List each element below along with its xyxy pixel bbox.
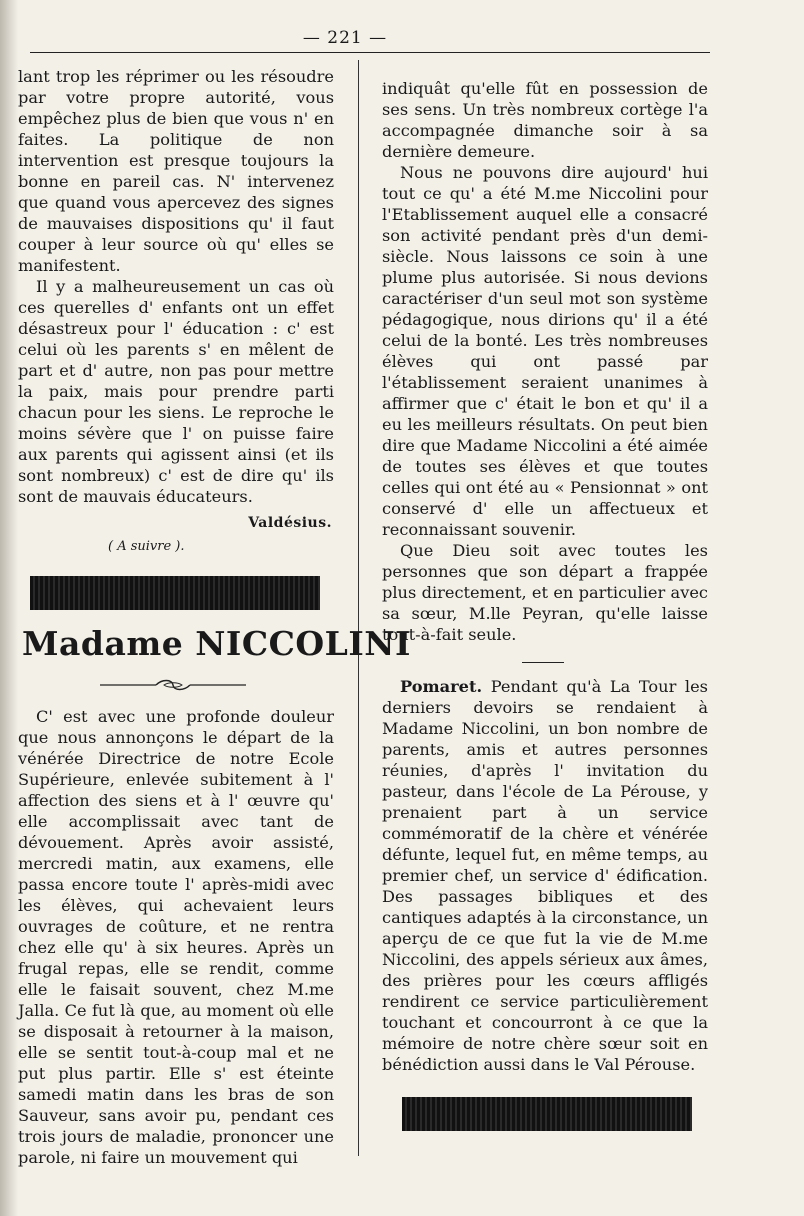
paragraph: Nous ne pouvons dire aujourd' hui tout ce qu' a été M.me Niccolini pour l'Etablissement auquel elle a consacré son activité pendant près d'un demi-siècle. Nous laissons ce soin à une plume plus autorisée. Si nous devions caractériser d'un seul mot son système pédagogique, nous dirions qu' il a été celui de la bonté. Les très nombreuses élèves qui ont passé par l'établissement seraient unanimes à affirmer que c' était le bon et qu' il a eu les meilleurs résultats. On peut bien dire que Madame Niccolini a été aimée de toutes ses élèves et que toutes celles qui ont été au « Pensionnat » ont conservé d' elle un affectueux et reconnaissant souvenir. [382,163,708,539]
pomaret-column [382,676,708,1075]
paragraph: lant trop les réprimer ou les résoudre par votre propre autorité, vous empêchez plus de bien que vous n' en faites. La politique de non intervention est presque toujours la bonne en pareil cas. N' intervenez que quand vous apercevez des signes de mauvaises dispositions qu' il faut couper à leur source où qu' elles se manifestent. [18,67,334,275]
left-column-continuation [18,66,334,557]
page-number: — 221 — [302,28,388,48]
left-column-article [18,706,334,1168]
paragraph: Il y a malheureusement un cas où ces querelles d' enfants ont un effet désastreux pour l' éducation : c' est celui où les parents s' en mêlent de part et d' autre, non pas pour mettre la paix, mais pour prendre parti chacun pour les siens. Le reproche le moins sévère que l' on puisse faire aux parents qui agissent ainsi (et ils sont nombreux) c' est de dire qu' ils sont de mauvais éducateurs. [18,277,334,506]
paragraph [382,676,708,1075]
pomaret-text: Pendant qu'à La Tour les derniers devoirs se rendaient à Madame Niccolini, un bon nombre de parents, amis et autres personnes réunies, d'après l' invitation du pasteur, dans l'école de La Pérouse, y prenaient part à un service commémoratif de la chère et vénérée défunte, lequel fut, en même temps, au premier chef, un service d' édification. Des passages bibliques et des cantiques adaptés à la circonstance, un aperçu de ce que fut la vie de M.me Niccolini, des appels sérieux aux âmes, des prières pour les cœurs affligés rendirent ce service particulièrement touchant et concourront à ce que la mémoire de notre chère sœur soit en bénédiction aussi dans le Val Pérouse. [382,677,708,1074]
article-title: Madame NICCOLINI [22,624,411,663]
author-signature: Valdésius. [248,515,332,531]
to-be-continued-note: ( A suivre ). [108,539,185,554]
short-divider [522,662,564,663]
paragraph: indiquât qu'elle fût en possession de ses sens. Un très nombreux cortège l'a accompagnée dimanche soir à sa dernière demeure. [382,79,708,161]
paragraph: Que Dieu soit avec toutes les personnes que son départ a frappée plus directement, et en particulier avec sa sœur, M.lle Peyran, qu'elle laisse tout-à-fait seule. [382,541,708,644]
binding-shadow [0,0,18,1216]
pomaret-lead: Pomaret. [400,677,483,696]
section-separator-bar [402,1097,692,1131]
ornament-flourish-icon [98,676,248,694]
right-column-article [382,78,708,645]
header-rule [30,52,710,53]
paragraph: C' est avec une profonde douleur que nous annonçons le départ de la vénérée Directrice de notre Ecole Supérieure, enlevée subitement à l' affection des siens et à l' œuvre qu' elle accomplissait avec tant de dévouement. Après avoir assisté, mercredi matin, aux examens, elle passa encore toute l' après-midi avec les élèves, qui achevaient leurs ouvrages de coûture, et ne rentra chez elle qu' à six heures. Après un frugal repas, elle se rendit, comme elle le faisait souvent, chez M.me Jalla. Ce fut là que, au moment où elle se disposait à retourner à la maison, elle se sentit tout-à-coup mal et ne put plus partir. Elle s' est éteinte samedi matin dans les bras de son Sauveur, sans avoir pu, pendant ces trois jours de maladie, prononcer une parole, ni faire un mouvement qui [18,707,334,1167]
column-divider [358,60,359,1156]
section-separator-bar [30,576,320,610]
